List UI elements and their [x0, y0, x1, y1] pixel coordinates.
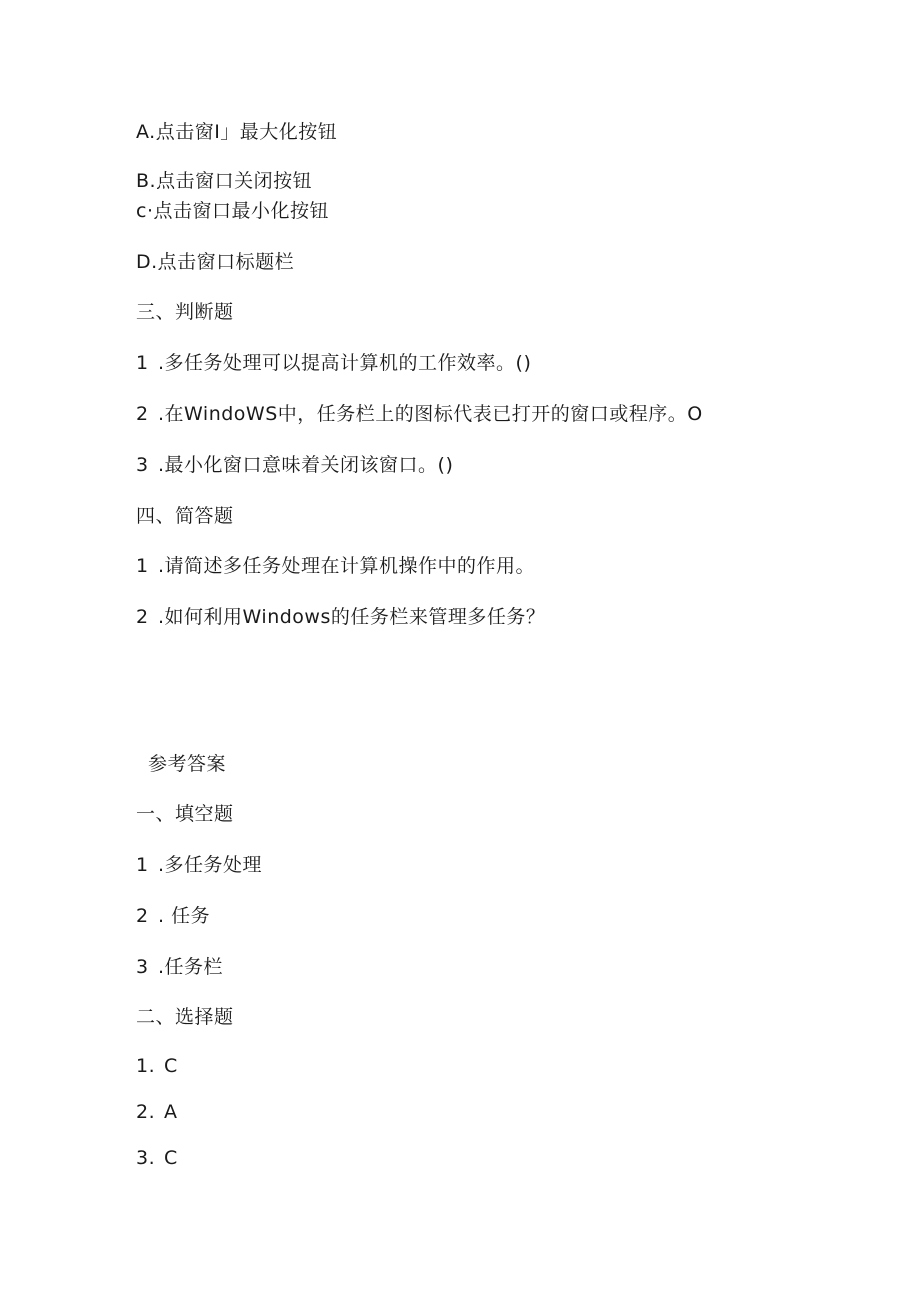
fill-blank-answer [136, 904, 210, 928]
item-text: . 任务 [158, 905, 211, 927]
item-number: 2 [136, 606, 149, 628]
multiple-choice-answer [136, 1054, 178, 1078]
true-false-item [136, 351, 531, 375]
fill-blank-answer [136, 853, 262, 877]
item-number: 2 [136, 403, 149, 425]
item-text: C [164, 1055, 178, 1077]
item-number: 1. [136, 1055, 156, 1077]
item-number: 2. [136, 1101, 156, 1123]
item-text: C [164, 1147, 178, 1169]
item-text: .任务栏 [158, 956, 224, 978]
item-text: .最小化窗口意味着关闭该窗口。() [158, 454, 454, 476]
item-text: A [164, 1101, 178, 1123]
section-heading-fill-blank: 一、填空题 [136, 803, 234, 825]
item-number: 3 [136, 454, 149, 476]
option-b: B.点击窗口关闭按钮 [136, 170, 313, 192]
answer-key-title: 参考答案 [148, 753, 227, 775]
fill-blank-answer [136, 955, 223, 979]
item-number: 3. [136, 1147, 156, 1169]
option-d: D.点击窗口标题栏 [136, 251, 295, 273]
short-answer-item [136, 554, 535, 578]
true-false-item [136, 402, 703, 426]
item-text: .在WindoWS中，任务栏上的图标代表已打开的窗口或程序。O [158, 403, 703, 425]
item-number: 1 [136, 352, 149, 374]
item-text: .多任务处理可以提高计算机的工作效率。() [158, 352, 532, 374]
section-heading-true-false: 三、判断题 [136, 301, 234, 323]
item-text: .请简述多任务处理在计算机操作中的作用。 [158, 555, 536, 577]
item-number: 1 [136, 555, 149, 577]
multiple-choice-answer [136, 1100, 178, 1124]
item-number: 2 [136, 905, 149, 927]
short-answer-item [136, 605, 545, 629]
multiple-choice-answer [136, 1146, 178, 1170]
item-text: .如何利用Windows的任务栏来管理多任务？ [158, 606, 546, 628]
section-heading-multiple-choice: 二、选择题 [136, 1006, 234, 1028]
true-false-item [136, 453, 453, 477]
option-a: A.点击窗I」最大化按钮 [136, 121, 338, 143]
item-number: 1 [136, 854, 149, 876]
option-c: c·点击窗口最小化按钮 [136, 200, 329, 222]
item-text: .多任务处理 [158, 854, 263, 876]
item-number: 3 [136, 956, 149, 978]
section-heading-short-answer: 四、简答题 [136, 505, 234, 527]
